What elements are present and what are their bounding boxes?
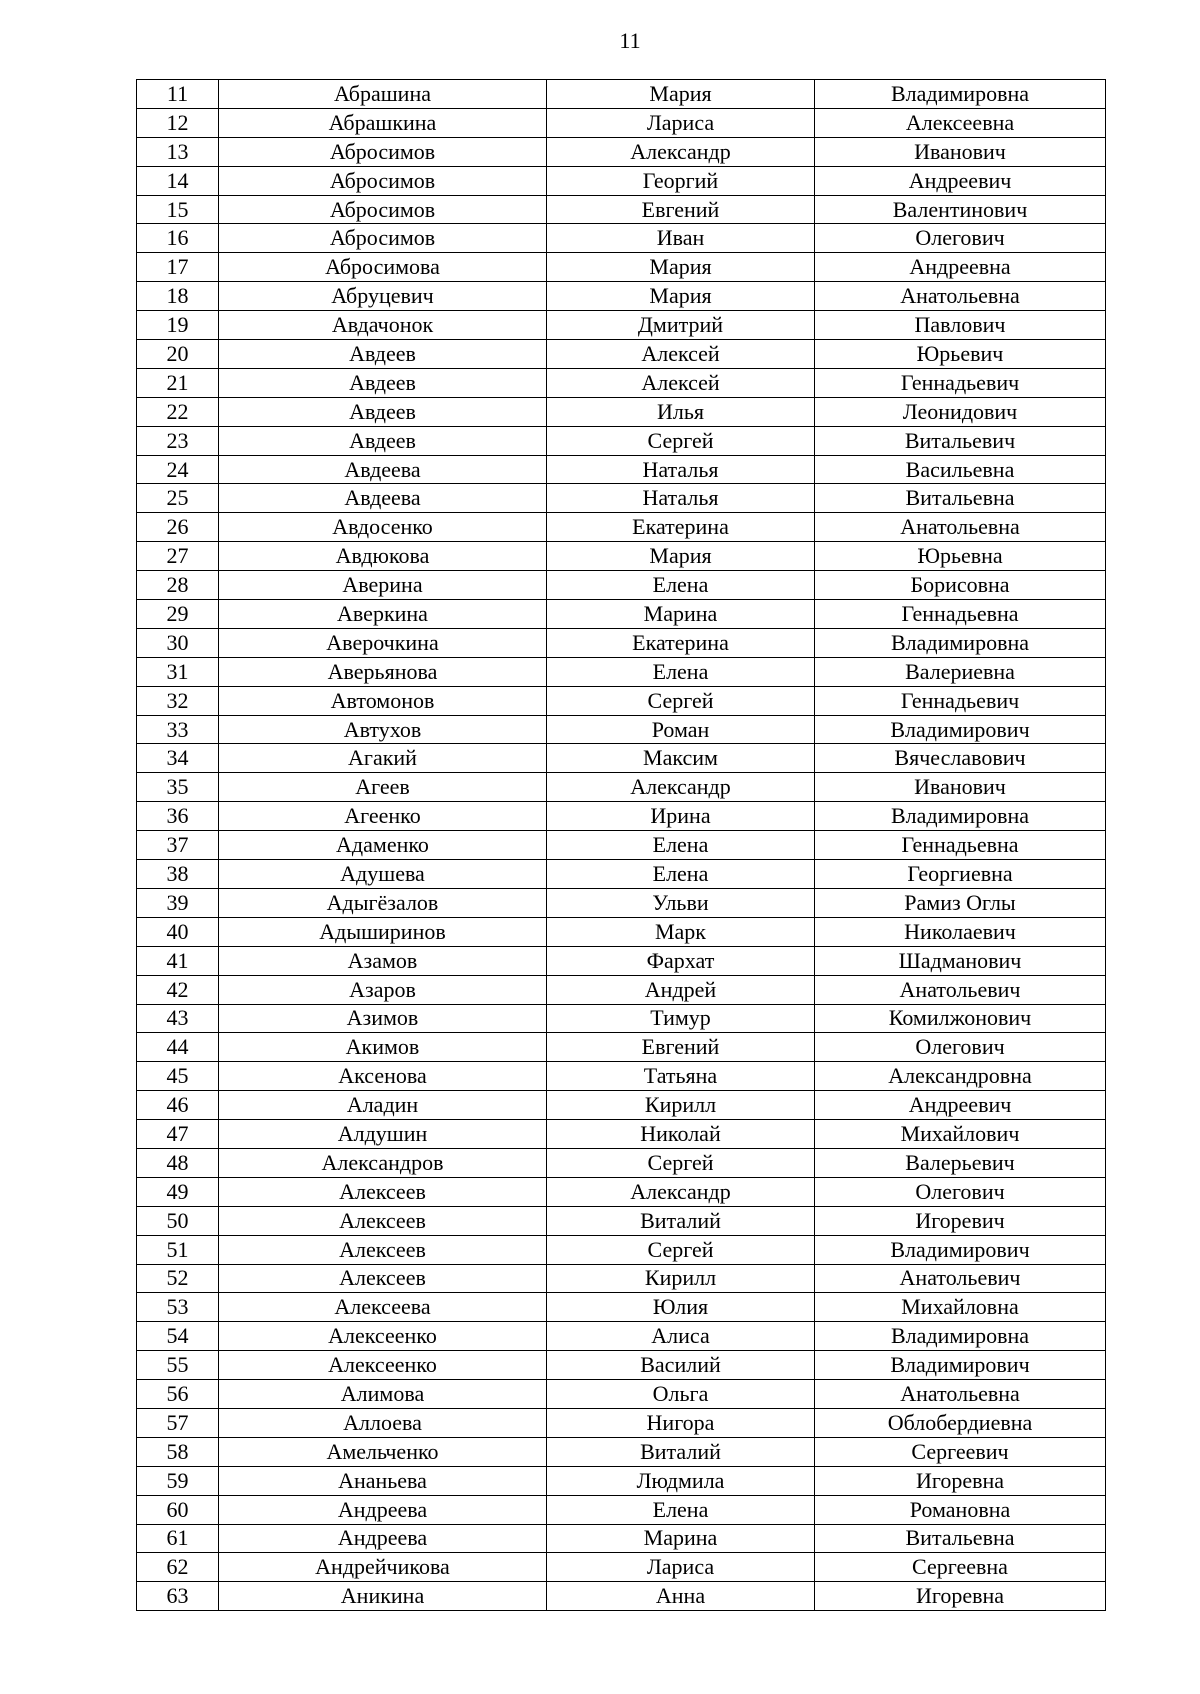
- last-name-cell: Авдеев: [219, 397, 547, 426]
- first-name-cell: Фархат: [547, 946, 815, 975]
- first-name-cell: Елена: [547, 1495, 815, 1524]
- middle-name-cell: Олегович: [815, 1033, 1106, 1062]
- first-name-cell: Илья: [547, 397, 815, 426]
- table-row: [137, 224, 1106, 253]
- row-number-cell: 30: [137, 628, 219, 657]
- table-row: [137, 1408, 1106, 1437]
- first-name-cell: Максим: [547, 744, 815, 773]
- last-name-cell: Агеенко: [219, 802, 547, 831]
- row-number-cell: 12: [137, 108, 219, 137]
- row-number-cell: 42: [137, 975, 219, 1004]
- last-name-cell: Амельченко: [219, 1437, 547, 1466]
- row-number-cell: 48: [137, 1148, 219, 1177]
- first-name-cell: Наталья: [547, 455, 815, 484]
- last-name-cell: Андреева: [219, 1524, 547, 1553]
- middle-name-cell: Владимирович: [815, 1351, 1106, 1380]
- row-number-cell: 13: [137, 137, 219, 166]
- first-name-cell: Александр: [547, 137, 815, 166]
- middle-name-cell: Олегович: [815, 1177, 1106, 1206]
- table-row: [137, 1062, 1106, 1091]
- first-name-cell: Роман: [547, 715, 815, 744]
- middle-name-cell: Александровна: [815, 1062, 1106, 1091]
- last-name-cell: Алдушин: [219, 1120, 547, 1149]
- row-number-cell: 33: [137, 715, 219, 744]
- middle-name-cell: Олегович: [815, 224, 1106, 253]
- middle-name-cell: Геннадьевич: [815, 686, 1106, 715]
- last-name-cell: Авдачонок: [219, 311, 547, 340]
- last-name-cell: Аверина: [219, 571, 547, 600]
- first-name-cell: Ирина: [547, 802, 815, 831]
- table-row: [137, 455, 1106, 484]
- middle-name-cell: Валентинович: [815, 195, 1106, 224]
- last-name-cell: Азамов: [219, 946, 547, 975]
- first-name-cell: Лариса: [547, 108, 815, 137]
- last-name-cell: Алексеев: [219, 1264, 547, 1293]
- page-number: 11: [619, 28, 641, 53]
- row-number-cell: 62: [137, 1553, 219, 1582]
- first-name-cell: Елена: [547, 831, 815, 860]
- table-row: [137, 1582, 1106, 1611]
- middle-name-cell: Николаевич: [815, 917, 1106, 946]
- table-row: [137, 195, 1106, 224]
- table-row: [137, 946, 1106, 975]
- row-number-cell: 47: [137, 1120, 219, 1149]
- row-number-cell: 31: [137, 657, 219, 686]
- middle-name-cell: Анатольевич: [815, 975, 1106, 1004]
- last-name-cell: Агеев: [219, 773, 547, 802]
- table-row: [137, 1466, 1106, 1495]
- last-name-cell: Авдеев: [219, 340, 547, 369]
- last-name-cell: Аверочкина: [219, 628, 547, 657]
- table-row: [137, 1120, 1106, 1149]
- middle-name-cell: Сергеевна: [815, 1553, 1106, 1582]
- middle-name-cell: Игоревна: [815, 1582, 1106, 1611]
- table-row: [137, 542, 1106, 571]
- row-number-cell: 23: [137, 426, 219, 455]
- table-row: [137, 368, 1106, 397]
- row-number-cell: 51: [137, 1235, 219, 1264]
- middle-name-cell: Владимирович: [815, 715, 1106, 744]
- last-name-cell: Аникина: [219, 1582, 547, 1611]
- middle-name-cell: Васильевна: [815, 455, 1106, 484]
- first-name-cell: Наталья: [547, 484, 815, 513]
- table-row: [137, 715, 1106, 744]
- last-name-cell: Андрейчикова: [219, 1553, 547, 1582]
- table-row: [137, 166, 1106, 195]
- last-name-cell: Алексеев: [219, 1235, 547, 1264]
- row-number-cell: 50: [137, 1206, 219, 1235]
- middle-name-cell: Михайловна: [815, 1293, 1106, 1322]
- middle-name-cell: Витальевна: [815, 484, 1106, 513]
- row-number-cell: 52: [137, 1264, 219, 1293]
- last-name-cell: Авдеев: [219, 368, 547, 397]
- first-name-cell: Мария: [547, 80, 815, 109]
- last-name-cell: Адаменко: [219, 831, 547, 860]
- first-name-cell: Василий: [547, 1351, 815, 1380]
- row-number-cell: 22: [137, 397, 219, 426]
- middle-name-cell: Романовна: [815, 1495, 1106, 1524]
- row-number-cell: 17: [137, 253, 219, 282]
- last-name-cell: Акимов: [219, 1033, 547, 1062]
- last-name-cell: Авдосенко: [219, 513, 547, 542]
- last-name-cell: Андреева: [219, 1495, 547, 1524]
- middle-name-cell: Владимировна: [815, 80, 1106, 109]
- table-row: [137, 397, 1106, 426]
- middle-name-cell: Анатольевна: [815, 1380, 1106, 1409]
- last-name-cell: Абросимов: [219, 137, 547, 166]
- table-row: [137, 860, 1106, 889]
- last-name-cell: Абрашина: [219, 80, 547, 109]
- first-name-cell: Сергей: [547, 1148, 815, 1177]
- last-name-cell: Ананьева: [219, 1466, 547, 1495]
- first-name-cell: Анна: [547, 1582, 815, 1611]
- table-row: [137, 600, 1106, 629]
- first-name-cell: Алиса: [547, 1322, 815, 1351]
- first-name-cell: Николай: [547, 1120, 815, 1149]
- last-name-cell: Адыгёзалов: [219, 888, 547, 917]
- last-name-cell: Аладин: [219, 1091, 547, 1120]
- table-row: [137, 773, 1106, 802]
- last-name-cell: Автомонов: [219, 686, 547, 715]
- table-row: [137, 80, 1106, 109]
- names-table: [136, 79, 1106, 1611]
- table-row: [137, 513, 1106, 542]
- table-row: [137, 1264, 1106, 1293]
- table-row: [137, 1235, 1106, 1264]
- names-table-body: [137, 80, 1106, 1611]
- table-row: [137, 1524, 1106, 1553]
- first-name-cell: Елена: [547, 860, 815, 889]
- table-row: [137, 628, 1106, 657]
- table-row: [137, 484, 1106, 513]
- row-number-cell: 29: [137, 600, 219, 629]
- middle-name-cell: Георгиевна: [815, 860, 1106, 889]
- first-name-cell: Марина: [547, 1524, 815, 1553]
- row-number-cell: 59: [137, 1466, 219, 1495]
- first-name-cell: Виталий: [547, 1437, 815, 1466]
- row-number-cell: 34: [137, 744, 219, 773]
- row-number-cell: 58: [137, 1437, 219, 1466]
- table-row: [137, 1033, 1106, 1062]
- row-number-cell: 53: [137, 1293, 219, 1322]
- last-name-cell: Адушева: [219, 860, 547, 889]
- first-name-cell: Александр: [547, 773, 815, 802]
- first-name-cell: Ульви: [547, 888, 815, 917]
- last-name-cell: Алексеев: [219, 1177, 547, 1206]
- table-row: [137, 571, 1106, 600]
- middle-name-cell: Иванович: [815, 773, 1106, 802]
- table-row: [137, 744, 1106, 773]
- table-row: [137, 253, 1106, 282]
- middle-name-cell: Шадманович: [815, 946, 1106, 975]
- first-name-cell: Алексей: [547, 340, 815, 369]
- middle-name-cell: Вячеславович: [815, 744, 1106, 773]
- middle-name-cell: Андреевич: [815, 1091, 1106, 1120]
- first-name-cell: Екатерина: [547, 513, 815, 542]
- first-name-cell: Елена: [547, 571, 815, 600]
- middle-name-cell: Рамиз Оглы: [815, 888, 1106, 917]
- table-row: [137, 888, 1106, 917]
- row-number-cell: 43: [137, 1004, 219, 1033]
- table-row: [137, 311, 1106, 340]
- table-row: [137, 1293, 1106, 1322]
- middle-name-cell: Игоревич: [815, 1206, 1106, 1235]
- first-name-cell: Лариса: [547, 1553, 815, 1582]
- first-name-cell: Марина: [547, 600, 815, 629]
- middle-name-cell: Витальевич: [815, 426, 1106, 455]
- table-row: [137, 1091, 1106, 1120]
- first-name-cell: Сергей: [547, 426, 815, 455]
- middle-name-cell: Владимировна: [815, 802, 1106, 831]
- table-row: [137, 802, 1106, 831]
- first-name-cell: Кирилл: [547, 1091, 815, 1120]
- last-name-cell: Алексеева: [219, 1293, 547, 1322]
- row-number-cell: 39: [137, 888, 219, 917]
- table-row: [137, 1380, 1106, 1409]
- table-row: [137, 282, 1106, 311]
- middle-name-cell: Валерьевич: [815, 1148, 1106, 1177]
- row-number-cell: 38: [137, 860, 219, 889]
- first-name-cell: Людмила: [547, 1466, 815, 1495]
- row-number-cell: 63: [137, 1582, 219, 1611]
- first-name-cell: Татьяна: [547, 1062, 815, 1091]
- first-name-cell: Виталий: [547, 1206, 815, 1235]
- table-row: [137, 1148, 1106, 1177]
- row-number-cell: 26: [137, 513, 219, 542]
- row-number-cell: 46: [137, 1091, 219, 1120]
- last-name-cell: Адыширинов: [219, 917, 547, 946]
- last-name-cell: Абросимов: [219, 195, 547, 224]
- middle-name-cell: Леонидович: [815, 397, 1106, 426]
- first-name-cell: Сергей: [547, 686, 815, 715]
- middle-name-cell: Алексеевна: [815, 108, 1106, 137]
- first-name-cell: Ольга: [547, 1380, 815, 1409]
- table-row: [137, 1322, 1106, 1351]
- row-number-cell: 45: [137, 1062, 219, 1091]
- middle-name-cell: Комилжонович: [815, 1004, 1106, 1033]
- last-name-cell: Абрашкина: [219, 108, 547, 137]
- middle-name-cell: Павлович: [815, 311, 1106, 340]
- row-number-cell: 60: [137, 1495, 219, 1524]
- first-name-cell: Георгий: [547, 166, 815, 195]
- first-name-cell: Сергей: [547, 1235, 815, 1264]
- last-name-cell: Алексеенко: [219, 1351, 547, 1380]
- last-name-cell: Авдеева: [219, 484, 547, 513]
- middle-name-cell: Владимирович: [815, 1235, 1106, 1264]
- first-name-cell: Тимур: [547, 1004, 815, 1033]
- first-name-cell: Мария: [547, 542, 815, 571]
- row-number-cell: 20: [137, 340, 219, 369]
- middle-name-cell: Геннадьевна: [815, 600, 1106, 629]
- table-row: [137, 1177, 1106, 1206]
- row-number-cell: 25: [137, 484, 219, 513]
- middle-name-cell: Андреевна: [815, 253, 1106, 282]
- row-number-cell: 40: [137, 917, 219, 946]
- table-row: [137, 340, 1106, 369]
- row-number-cell: 18: [137, 282, 219, 311]
- middle-name-cell: Иванович: [815, 137, 1106, 166]
- last-name-cell: Алексеенко: [219, 1322, 547, 1351]
- row-number-cell: 61: [137, 1524, 219, 1553]
- middle-name-cell: Владимировна: [815, 628, 1106, 657]
- table-row: [137, 657, 1106, 686]
- middle-name-cell: Геннадьевна: [815, 831, 1106, 860]
- table-row: [137, 426, 1106, 455]
- row-number-cell: 11: [137, 80, 219, 109]
- row-number-cell: 41: [137, 946, 219, 975]
- table-row: [137, 1004, 1106, 1033]
- last-name-cell: Аверкина: [219, 600, 547, 629]
- last-name-cell: Абруцевич: [219, 282, 547, 311]
- last-name-cell: Алимова: [219, 1380, 547, 1409]
- row-number-cell: 32: [137, 686, 219, 715]
- row-number-cell: 56: [137, 1380, 219, 1409]
- table-row: [137, 1206, 1106, 1235]
- last-name-cell: Азимов: [219, 1004, 547, 1033]
- middle-name-cell: Анатольевич: [815, 1264, 1106, 1293]
- row-number-cell: 54: [137, 1322, 219, 1351]
- middle-name-cell: Сергеевич: [815, 1437, 1106, 1466]
- middle-name-cell: Анатольевна: [815, 513, 1106, 542]
- row-number-cell: 24: [137, 455, 219, 484]
- last-name-cell: Азаров: [219, 975, 547, 1004]
- row-number-cell: 16: [137, 224, 219, 253]
- last-name-cell: Аверьянова: [219, 657, 547, 686]
- last-name-cell: Абросимов: [219, 224, 547, 253]
- middle-name-cell: Геннадьевич: [815, 368, 1106, 397]
- middle-name-cell: Владимировна: [815, 1322, 1106, 1351]
- last-name-cell: Авдеев: [219, 426, 547, 455]
- middle-name-cell: Михайлович: [815, 1120, 1106, 1149]
- row-number-cell: 14: [137, 166, 219, 195]
- row-number-cell: 57: [137, 1408, 219, 1437]
- last-name-cell: Абросимов: [219, 166, 547, 195]
- table-row: [137, 917, 1106, 946]
- table-row: [137, 975, 1106, 1004]
- first-name-cell: Евгений: [547, 195, 815, 224]
- last-name-cell: Автухов: [219, 715, 547, 744]
- first-name-cell: Марк: [547, 917, 815, 946]
- last-name-cell: Авдеева: [219, 455, 547, 484]
- table-row: [137, 831, 1106, 860]
- row-number-cell: 55: [137, 1351, 219, 1380]
- middle-name-cell: Облобердиевна: [815, 1408, 1106, 1437]
- row-number-cell: 21: [137, 368, 219, 397]
- first-name-cell: Андрей: [547, 975, 815, 1004]
- first-name-cell: Алексей: [547, 368, 815, 397]
- last-name-cell: Алексеев: [219, 1206, 547, 1235]
- row-number-cell: 36: [137, 802, 219, 831]
- row-number-cell: 28: [137, 571, 219, 600]
- table-row: [137, 1351, 1106, 1380]
- first-name-cell: Мария: [547, 253, 815, 282]
- middle-name-cell: Витальевна: [815, 1524, 1106, 1553]
- row-number-cell: 27: [137, 542, 219, 571]
- row-number-cell: 15: [137, 195, 219, 224]
- first-name-cell: Евгений: [547, 1033, 815, 1062]
- row-number-cell: 35: [137, 773, 219, 802]
- first-name-cell: Юлия: [547, 1293, 815, 1322]
- table-row: [137, 137, 1106, 166]
- first-name-cell: Иван: [547, 224, 815, 253]
- table-row: [137, 108, 1106, 137]
- first-name-cell: Екатерина: [547, 628, 815, 657]
- first-name-cell: Мария: [547, 282, 815, 311]
- first-name-cell: Кирилл: [547, 1264, 815, 1293]
- middle-name-cell: Юрьевич: [815, 340, 1106, 369]
- row-number-cell: 44: [137, 1033, 219, 1062]
- middle-name-cell: Валериевна: [815, 657, 1106, 686]
- middle-name-cell: Андреевич: [815, 166, 1106, 195]
- first-name-cell: Елена: [547, 657, 815, 686]
- middle-name-cell: Юрьевна: [815, 542, 1106, 571]
- first-name-cell: Нигора: [547, 1408, 815, 1437]
- table-row: [137, 1495, 1106, 1524]
- row-number-cell: 37: [137, 831, 219, 860]
- table-row: [137, 1437, 1106, 1466]
- middle-name-cell: Игоревна: [815, 1466, 1106, 1495]
- first-name-cell: Дмитрий: [547, 311, 815, 340]
- last-name-cell: Аллоева: [219, 1408, 547, 1437]
- table-row: [137, 686, 1106, 715]
- table-row: [137, 1553, 1106, 1582]
- row-number-cell: 49: [137, 1177, 219, 1206]
- middle-name-cell: Анатольевна: [815, 282, 1106, 311]
- first-name-cell: Александр: [547, 1177, 815, 1206]
- middle-name-cell: Борисовна: [815, 571, 1106, 600]
- last-name-cell: Авдюкова: [219, 542, 547, 571]
- last-name-cell: Агакий: [219, 744, 547, 773]
- last-name-cell: Александров: [219, 1148, 547, 1177]
- last-name-cell: Аксенова: [219, 1062, 547, 1091]
- row-number-cell: 19: [137, 311, 219, 340]
- last-name-cell: Абросимова: [219, 253, 547, 282]
